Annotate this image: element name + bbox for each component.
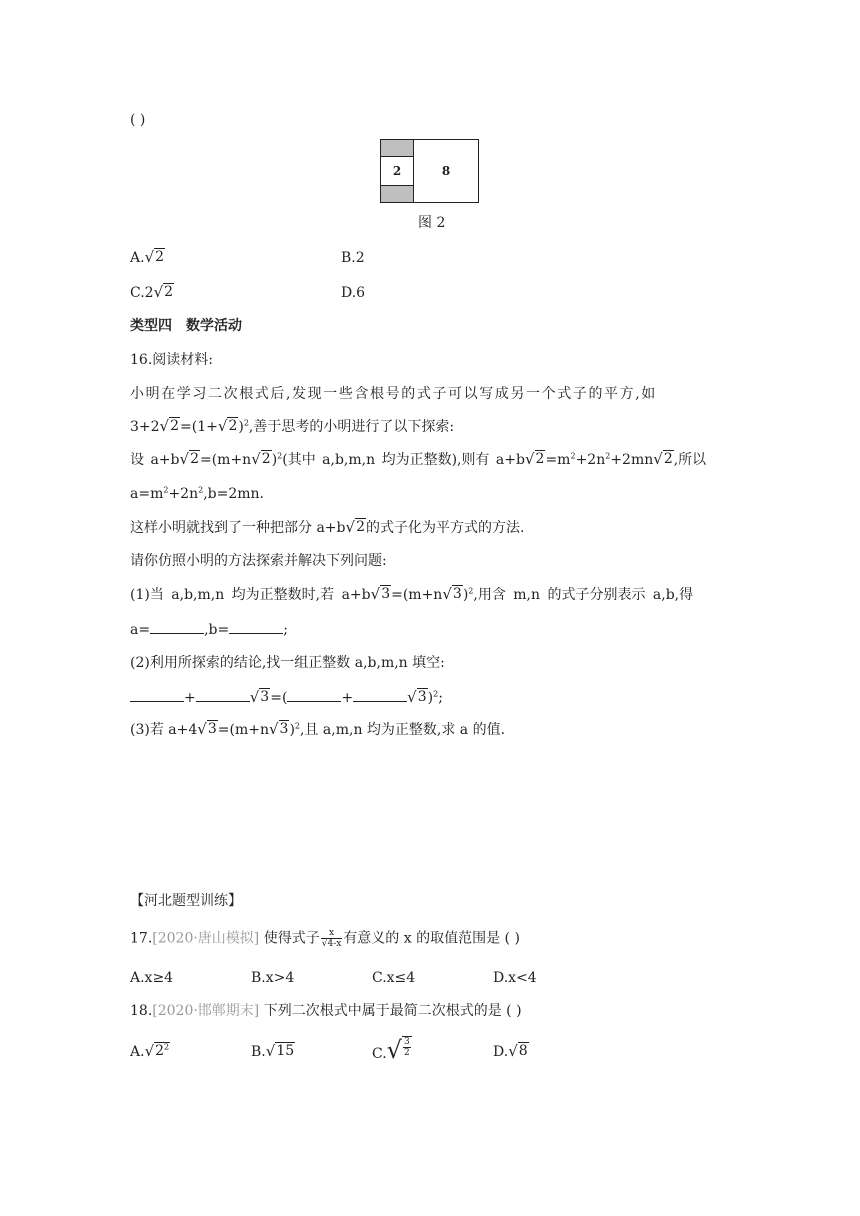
q16-paragraph-1: 小明在学习二次根式后,发现一些含根号的式子可以写成另一个式子的平方,如 (130, 386, 657, 402)
q18-source: [2020·邯郸期末] (152, 1003, 260, 1019)
q17-option-d: D.x<4 (493, 970, 537, 986)
fill-blank-4[interactable] (353, 687, 407, 702)
fill-blank-3[interactable] (287, 687, 341, 702)
q18-stem: 18.[2020·邯郸期末] 下列二次根式中属于最简二次根式的是 ( ) (130, 1003, 522, 1019)
option-b: B.2 (341, 250, 365, 266)
radical-sign: √ 2 (153, 283, 174, 301)
shaded-region-bottom (381, 185, 414, 202)
radical-sign: √ 2 (144, 248, 165, 266)
option-d: D.6 (341, 285, 366, 301)
answer-blank-a[interactable] (150, 619, 204, 634)
question-answer-paren: ( ) (130, 112, 146, 128)
q18-option-d: D. √ 8 (493, 1042, 528, 1060)
option-c: C.2 √ 2 (130, 283, 174, 301)
q17-stem: 17.[2020·唐山模拟] 使得式子 $\frac{x}{√4-x}$ 有意义的 x 的取值范围是 ( ) (130, 928, 520, 949)
small-square-label: 2 (392, 164, 402, 178)
q18-option-b: B. √ 15 (251, 1042, 295, 1060)
answer-blank-b[interactable] (229, 619, 283, 634)
q16-paragraph-6: 请你仿照小明的方法探索并解决下列问题: (130, 553, 387, 569)
q16-paragraph-4: $a=m^2+2n^2,b=2mn$. (130, 485, 264, 502)
shaded-region-top (381, 140, 414, 157)
q16-subquestion-2: (2)利用所探索的结论,找一组正整数 a,b,m,n 填空: (130, 655, 445, 671)
figure-caption: 图 2 (418, 215, 446, 231)
q16-subquestion-1-answer: a= ,b= ; (130, 619, 288, 640)
figure-2-rectangles (380, 139, 479, 203)
q17-option-b: B.x>4 (251, 970, 295, 986)
fill-blank-1[interactable] (130, 687, 184, 702)
large-square (414, 140, 478, 202)
large-square-label: 8 (441, 164, 451, 178)
q16-subquestion-1: (1)当 a,b,m,n 均为正整数时,若 a+b √ 3 =(m+n √ 3 )$^2$,用含 m,n 的式子分别表示 a,b,得 (130, 585, 694, 603)
hebei-section-title: 【河北题型训练】 (130, 893, 242, 909)
q16-paragraph-2: 3+2 √ 2 =(1+ √ 2 )$^2$,善于思考的小明进行了以下探索: (130, 417, 455, 435)
q16-subquestion-3: (3)若 a+4 √ 3 =(m+n √ 3 )$^2$,且 a,m,n 均为正整数,求 a 的值. (130, 720, 506, 738)
q18-option-a: A. √ $2^2$ (130, 1042, 170, 1060)
fill-blank-2[interactable] (196, 687, 250, 702)
q17-source: [2020·唐山模拟] (152, 930, 260, 947)
fraction: $\frac{x}{√4-x}$ (321, 928, 342, 949)
q16-paragraph-5: 这样小明就找到了一种把部分 a+b √ 2 的式子化为平方式的方法. (130, 518, 525, 536)
section-title: 类型四 数学活动 (130, 318, 242, 334)
q16-paragraph-3: 设 a+b √ 2 =(m+n √ 2 )$^2$(其中 a,b,m,n 均为正整数),则有 a+b √ 2 $=m^2+2n^2+2mn$ √ 2 ,所以 (130, 450, 707, 468)
small-square (381, 157, 414, 185)
q17-option-c: C.x≤4 (372, 970, 416, 986)
q17-option-a: A.x≥4 (130, 970, 174, 986)
q16-subquestion-2-fill: + √ 3 =( + √ 3 )$^2$; (130, 687, 443, 708)
q18-option-c: C. √ $\frac{3}{2}$ (372, 1036, 410, 1064)
q16-title: 16.阅读材料: (130, 352, 213, 368)
option-a: A. √ 2 (130, 248, 165, 266)
